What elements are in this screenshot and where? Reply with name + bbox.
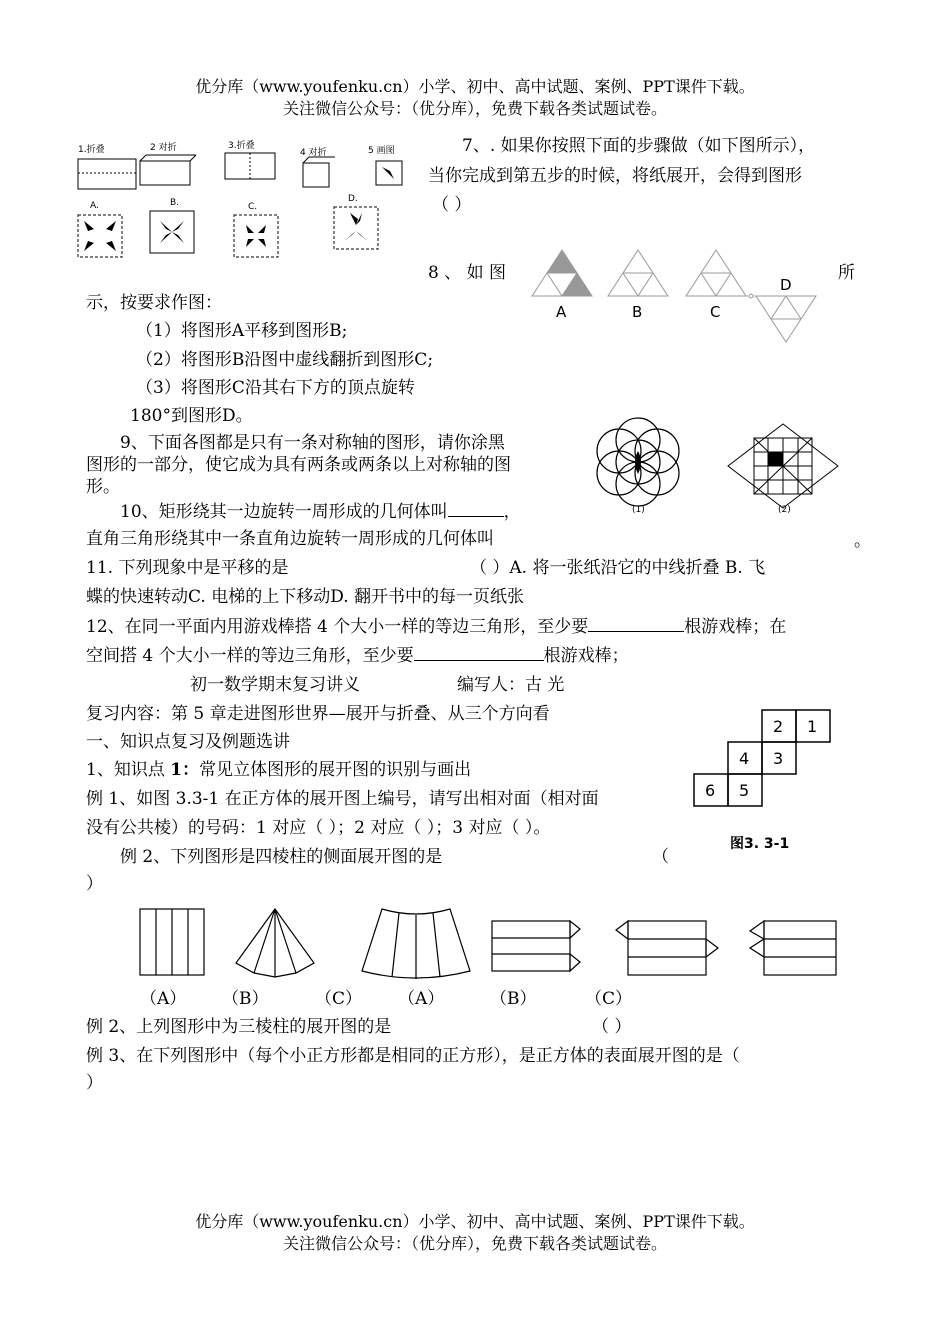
header-line-2: 关注微信公众号：（优分库），免费下载各类试题试卷。: [282, 99, 667, 118]
option-label-6: （C）: [585, 989, 633, 1009]
q11-line-1b: （ ）A. 将一张纸沿它的中线折叠 B. 飞: [470, 558, 766, 578]
point-1-c: 常见立体图形的展开图的识别与画出: [199, 760, 472, 780]
q8-cont: 示，按要求作图：: [86, 293, 222, 313]
fig-label-1: (1): [632, 505, 645, 515]
q12-line-2b: 根游戏棒；: [543, 646, 629, 666]
q10-comma: ，: [503, 502, 521, 522]
fig-label-b: B: [632, 303, 643, 321]
option-label-2: （B）: [222, 989, 269, 1009]
q12-line-1: [86, 615, 786, 639]
step-label-1: 1.折叠: [78, 145, 105, 155]
net-number-6: 6: [705, 781, 716, 800]
ex3-line-2: ）: [86, 1073, 103, 1093]
point-1: [86, 759, 471, 782]
option-label-d: D.: [348, 194, 358, 204]
footer-line-2: 关注微信公众号：（优分库），免费下载各类试题试卷。: [282, 1234, 667, 1253]
option-label-a: A.: [90, 201, 99, 211]
step-label-5: 5 画图: [368, 146, 395, 156]
triangle-transform-figure: [528, 246, 828, 346]
header-line-1: 优分库（www.youfenku.cn）小学、初中、高中试题、案例、PPT课件下载。: [195, 77, 755, 96]
folding-steps-figure: [70, 135, 420, 265]
review-author: 编写人：古 光: [457, 675, 565, 695]
q8-item-2: （2）将图形B沿图中虚线翻折到图形C;: [136, 350, 434, 370]
option-label-b: B.: [170, 198, 180, 208]
section-1-heading: 一、知识点复习及例题选讲: [86, 732, 290, 752]
ex2-line-1: 例 2、下列图形是四棱柱的侧面展开图的是: [120, 847, 443, 867]
q9-line-1: 9、下面各图都是只有一条对称轴的图形，请你涂黑: [120, 433, 505, 453]
net-caption: 图3. 3-1: [730, 836, 790, 852]
step-label-2: 2 对折: [150, 143, 177, 153]
q10-blank-1[interactable]: [448, 500, 504, 517]
q12-line-1a: 12、在同一平面内用游戏棒搭 4 个大小一样的等边三角形，至少要: [86, 617, 589, 637]
fig-label-d: D: [780, 276, 792, 294]
q11-line-2: 蝶的快速转动C. 电梯的上下移动D. 翻开书中的每一页纸张: [86, 587, 525, 607]
review-content: 复习内容：第 5 章走进图形世界—展开与折叠、从三个方向看: [86, 704, 550, 724]
ex3-line-1: 例 3、在下列图形中（每个小正方形都是相同的正方形），是正方体的表面展开图的是（: [86, 1046, 740, 1066]
q8-intro: 8 、 如 图: [428, 263, 507, 283]
option-label-1: （A）: [140, 989, 187, 1009]
q9-line-3: 形。: [86, 477, 120, 497]
step-label-3: 3.折叠: [228, 141, 255, 151]
step-label-4: 4 对折: [300, 148, 327, 158]
point-1-a: 1、知识点: [86, 760, 171, 780]
ex2-paren-close: ）: [86, 874, 103, 894]
q7-line-3: （ ）: [432, 195, 472, 215]
q10-end: 。: [854, 531, 871, 551]
ex2-paren-open: （: [652, 847, 669, 867]
fig-label-2: (2): [778, 505, 791, 515]
q12-line-1b: 根游戏棒；在: [684, 617, 787, 637]
ex1-line-1: 例 1、如图 3.3-1 在正方体的展开图上编号，请写出相对面（相对面: [86, 789, 599, 809]
ex2b-paren: （ ）: [592, 1017, 632, 1037]
q10-line-2: 直角三角形绕其中一条直角边旋转一周形成的几何体叫: [86, 529, 494, 549]
review-title: 初一数学期末复习讲义: [190, 675, 360, 695]
option-label-5: （B）: [490, 989, 537, 1009]
net-number-4: 4: [739, 749, 750, 768]
ex1-line-2: 没有公共棱）的号码：1 对应（ ）；2 对应（ ）；3 对应（ ）。: [86, 818, 551, 838]
q10-line-1-text: 10、矩形绕其一边旋转一周形成的几何体叫: [120, 502, 448, 522]
q7-line-1: 7、. 如果你按照下面的步骤做（如下图所示），: [462, 136, 816, 156]
symmetry-figures: [588, 418, 848, 518]
net-number-1: 1: [807, 717, 818, 736]
option-label-3: （C）: [315, 989, 363, 1009]
option-label-c: C.: [248, 202, 258, 212]
net-number-2: 2: [773, 717, 784, 736]
q12-blank-1[interactable]: [588, 615, 684, 632]
option-label-4: （A）: [398, 989, 445, 1009]
prism-nets-figure: [130, 905, 850, 985]
q12-line-2a: 空间搭 4 个大小一样的等边三角形，至少要: [86, 646, 414, 666]
q8-item-1: （1）将图形A平移到图形B;: [136, 321, 348, 341]
point-1-b: 1：: [170, 760, 200, 780]
cube-net-figure: [692, 708, 842, 858]
fig-label-a: A: [556, 303, 567, 321]
net-number-3: 3: [773, 749, 784, 768]
q12-blank-2[interactable]: [414, 644, 544, 661]
q11-line-1a: 11. 下列现象中是平移的是: [86, 558, 289, 578]
q12-line-2: [86, 644, 629, 668]
fig-label-c: C: [710, 303, 721, 321]
q7-line-2: 当你完成到第五步的时候，将纸展开，会得到图形: [428, 166, 802, 186]
q8-item-3: （3）将图形C沿其右下方的顶点旋转: [136, 378, 415, 398]
q8-intro-end: 所: [838, 263, 855, 283]
footer-line-1: 优分库（www.youfenku.cn）小学、初中、高中试题、案例、PPT课件下载。: [195, 1212, 755, 1231]
q10-line-1: [120, 500, 521, 524]
net-number-5: 5: [739, 781, 750, 800]
ex2b-line: 例 2、上列图形中为三棱柱的展开图的是: [86, 1017, 392, 1037]
q9-line-2: 图形的一部分，使它成为具有两条或两条以上对称轴的图: [86, 455, 511, 475]
q8-item-4: 180°到图形D。: [130, 406, 253, 426]
